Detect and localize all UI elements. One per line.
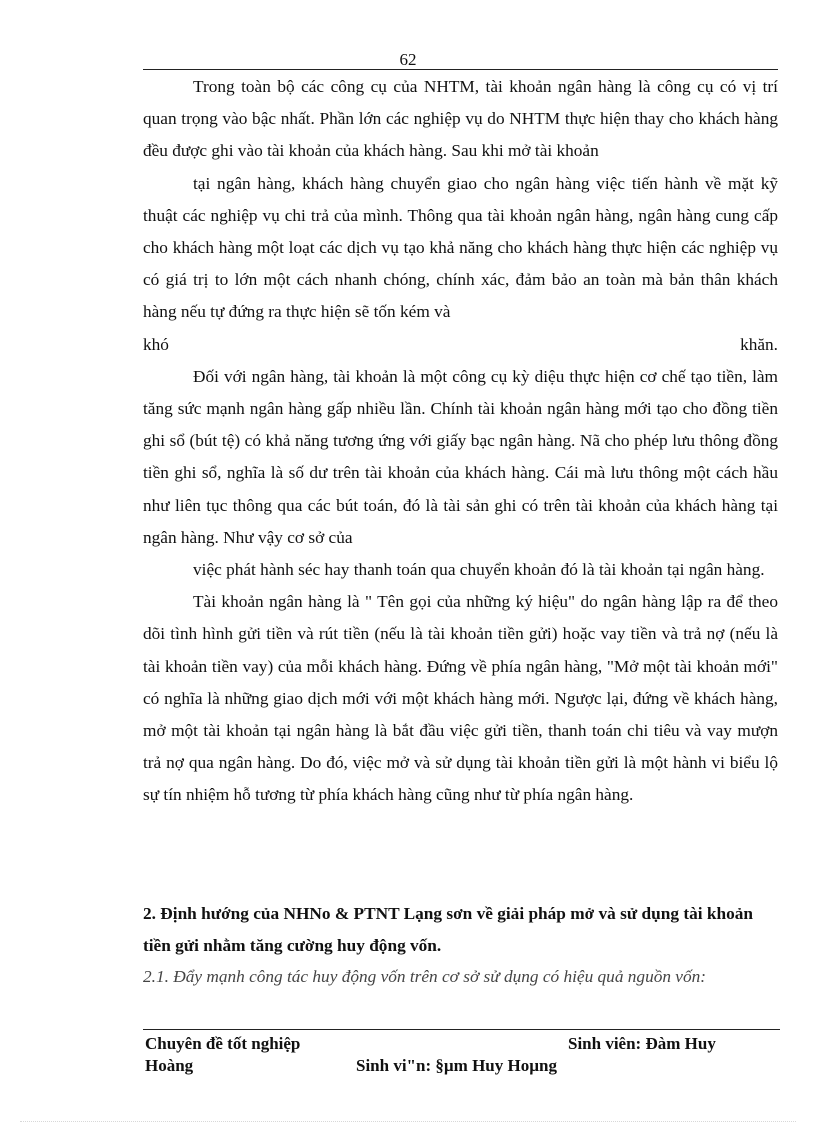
paragraph-1: Trong toàn bộ các công cụ của NHTM, tài khoản ngân hàng là công cụ có vị trí quan trọng vào bậc nhất. Phần lớn các nghiệp vụ do NHTM thực hiện thay cho khách hàng đều được ghi vào tài khoản của khách hàng. Sau khi mở tài khoản — [143, 77, 778, 161]
paragraph-2-continued: việc phát hành séc hay thanh toán qua chuyển khoản đó là tài khoản tại ngân hàng. — [193, 560, 765, 580]
page-bottom-edge — [20, 1121, 796, 1122]
paragraph-3: Tài khoản ngân hàng là " Tên gọi của những ký hiệu" do ngân hàng lập ra để theo dõi tình hình gửi tiền và rút tiền (nếu là tài khoản tiền gửi) hoặc vay tiền và trả nợ (nếu là tài khoản tiền vay) của mỗi khách hàng. Đứng về phía ngân hàng, "Mở một tài khoản mới" có nghĩa là những giao dịch mới với một khách hàng mới. Ngược lại, đứng về khách hàng, mở một tài khoản tại ngân hàng là bắt đầu việc gửi tiền, thanh toán chi tiêu và vay mượn trả nợ qua ngân hàng. Do đó, việc mở và sử dụng tài khoản tiền gửi là một hành vi biểu lộ sự tín nhiệm hỗ tương từ phía khách hàng cũng như từ phía ngân hàng. — [143, 592, 778, 805]
paragraph-2: Đối với ngân hàng, tài khoản là một công cụ kỳ diệu thực hiện cơ chế tạo tiền, làm tăng sức mạnh ngân hàng gấp nhiều lần. Chính tài khoản ngân hàng mới tạo cho đồng tiền ghi sổ (bút tệ) có khả năng tương ứng với giấy bạc ngân hàng. Nã cho phép lưu thông đồng tiền ghi sổ, nghĩa là số dư trên tài khoản của khách hàng. Cái mà lưu thông một cách hầu như liên tục thông qua các bút toán, đó là tài sản ghi có trên tài khoản của khách hàng tại ngân hàng. Như vậy cơ sở của — [143, 366, 778, 547]
paragraph-1-last-line — [143, 329, 778, 361]
header-rule — [143, 69, 778, 70]
paragraph-1-continued: tại ngân hàng, khách hàng chuyển giao cho ngân hàng việc tiến hành về mặt kỹ thuật các nghiệp vụ chi trả của mình. Thông qua tài khoản ngân hàng, ngân hàng cung cấp cho khách hàng một loạt các dịch vụ tạo khả năng cho khách hàng thực hiện các nghiệp vụ có giá trị to lớn một cách nhanh chóng, chính xác, đảm bảo an toàn mà bản thân khách hàng nếu tự đứng ra thực hiện sẽ tốn kém và — [143, 173, 778, 322]
body-text — [143, 71, 778, 812]
page-number: 62 — [399, 50, 417, 69]
footer-student-garbled: Sinh vi"n: §µm Huy Hoµng — [356, 1056, 557, 1075]
sub-heading: 2.1. Đẩy mạnh công tác huy động vốn trên cơ sở sử dụng có hiệu quả nguồn vốn: — [143, 967, 707, 986]
last-line-right-word: khăn. — [740, 334, 778, 354]
footer-rule — [143, 1029, 780, 1030]
footer-student-surname: Hoàng — [145, 1056, 194, 1075]
footer-student: Sinh viên: Đàm Huy — [568, 1034, 716, 1053]
section-heading: 2. Định hướng của NHNo & PTNT Lạng sơn về giải pháp mở và sử dụng tài khoản tiền gửi nhằm tăng cường huy động vốn. — [143, 904, 753, 955]
last-line-left-word: khó — [143, 334, 169, 354]
footer-title: Chuyên đề tốt nghiệp — [145, 1034, 301, 1053]
